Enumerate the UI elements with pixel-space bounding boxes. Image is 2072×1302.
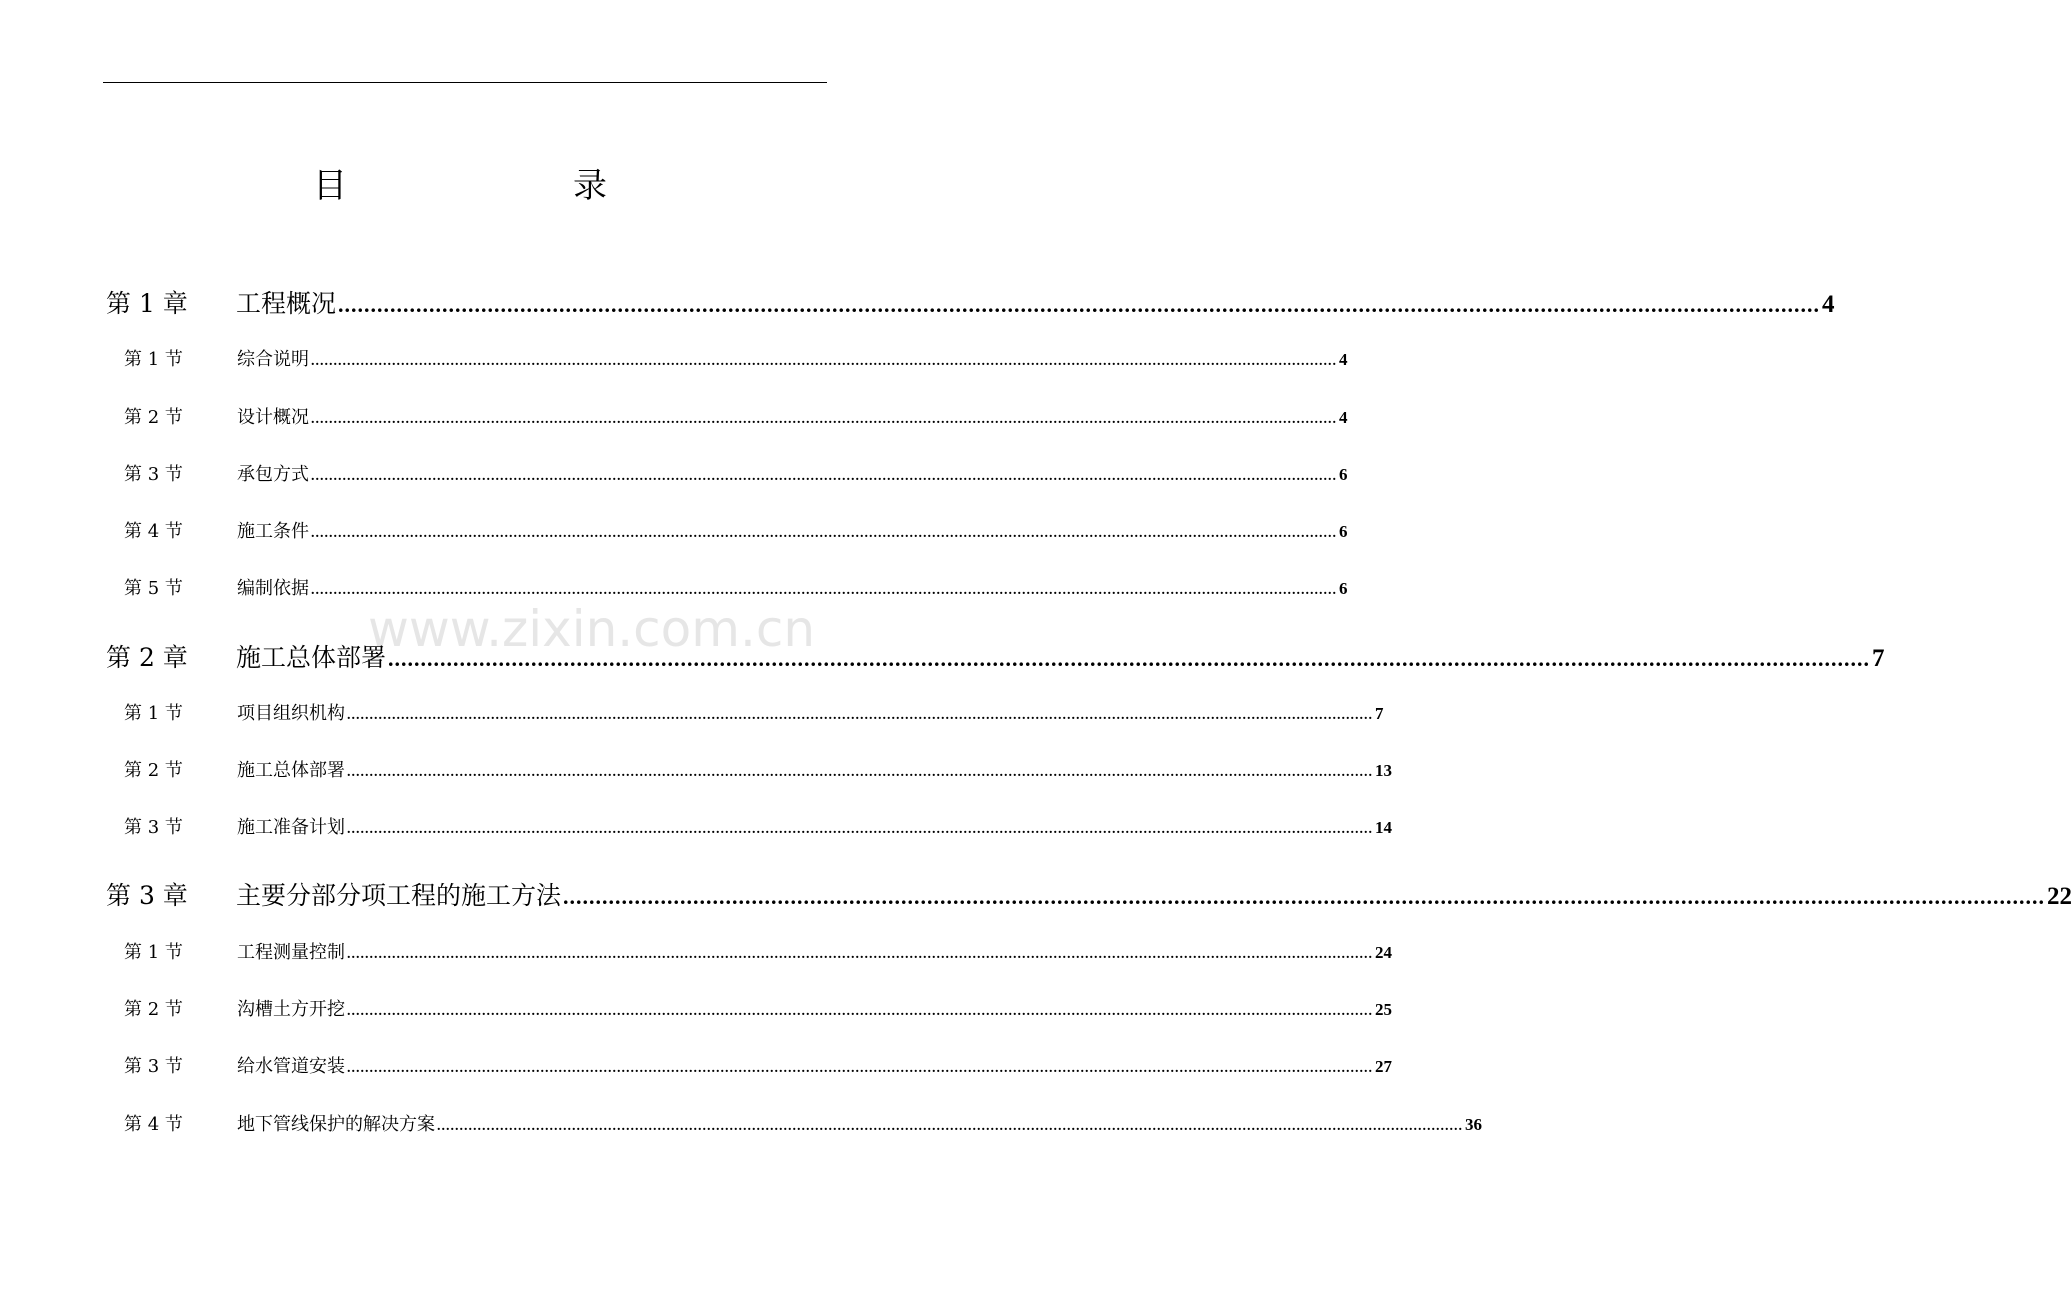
dot-leader: ....................................................................................................................................................................................................................................	[347, 947, 1373, 962]
toc-section-3-1[interactable]	[0, 938, 1392, 978]
dot-leader: ....................................................................................................................................................................................................................................	[437, 1119, 1463, 1134]
section-number: 第 4 节	[124, 1114, 183, 1135]
section-title: 承包方式	[237, 464, 309, 485]
chapter-title: 主要分部分项工程的施工方法	[236, 881, 562, 910]
section-title: 设计概况	[237, 407, 309, 428]
toc-section-1-5[interactable]	[0, 574, 1348, 614]
section-number: 第 1 节	[124, 349, 183, 370]
toc-section-2-1[interactable]	[0, 699, 1384, 739]
section-number: 第 3 节	[124, 464, 183, 485]
dot-leader: ....................................................................................................................................................................................................................................	[311, 583, 1337, 598]
toc-section-3-2[interactable]	[0, 995, 1392, 1035]
toc-title: 目 录	[313, 166, 703, 206]
header-rule	[103, 82, 827, 83]
section-number: 第 4 节	[124, 521, 183, 542]
section-title: 给水管道安装	[237, 1056, 345, 1077]
dot-leader: ....................................................................................................................................................................................................................................	[311, 469, 1337, 484]
dot-leader: ....................................................................................................................................................................................................................................	[347, 822, 1373, 837]
toc-section-2-3[interactable]	[0, 813, 1392, 853]
page-number: 24	[1375, 943, 1392, 962]
dot-leader: ....................................................................................................................................................................................................................................	[347, 765, 1373, 780]
page-number: 4	[1822, 291, 1835, 318]
section-number: 第 3 节	[124, 1056, 183, 1077]
section-title: 施工准备计划	[237, 817, 345, 838]
toc-chapter-1[interactable]	[0, 284, 1835, 324]
chapter-number: 第 2 章	[106, 643, 188, 672]
page-number: 6	[1339, 465, 1348, 484]
toc-section-2-2[interactable]	[0, 756, 1392, 796]
page-number: 25	[1375, 1000, 1392, 1019]
toc-chapter-3[interactable]	[0, 876, 2072, 916]
page-number: 4	[1339, 408, 1348, 427]
toc-section-3-4[interactable]	[0, 1110, 1482, 1150]
chapter-title: 工程概况	[236, 289, 337, 318]
toc-section-1-1[interactable]	[0, 345, 1348, 385]
toc-section-1-3[interactable]	[0, 460, 1348, 500]
chapter-number: 第 3 章	[106, 881, 188, 910]
section-title: 工程测量控制	[237, 942, 345, 963]
section-number: 第 5 节	[124, 578, 183, 599]
dot-leader: ....................................................................................................................................................................................................................................	[347, 1061, 1373, 1076]
section-number: 第 2 节	[124, 999, 183, 1020]
chapter-title: 施工总体部署	[236, 643, 387, 672]
section-number: 第 1 节	[124, 703, 183, 724]
section-number: 第 2 节	[124, 760, 183, 781]
section-number: 第 1 节	[124, 942, 183, 963]
dot-leader: ....................................................................................................................................................................................................................................	[311, 412, 1337, 427]
page-number: 14	[1375, 818, 1392, 837]
section-title: 沟槽土方开挖	[237, 999, 345, 1020]
page-number: 22	[2047, 883, 2072, 910]
watermark: www.zixin.com.cn	[368, 600, 816, 658]
dot-leader: ....................................................................................................................................................................................................................................	[347, 708, 1373, 723]
section-title: 地下管线保护的解决方案	[237, 1114, 435, 1135]
page-number: 7	[1375, 704, 1384, 723]
page-number: 6	[1339, 579, 1348, 598]
dot-leader: ....................................................................................................................................................................................................................................	[388, 646, 1871, 671]
toc-section-3-3[interactable]	[0, 1052, 1392, 1092]
section-title: 项目组织机构	[237, 703, 345, 724]
dot-leader: ....................................................................................................................................................................................................................................	[311, 526, 1337, 541]
page-number: 7	[1872, 645, 1885, 672]
dot-leader: ....................................................................................................................................................................................................................................	[563, 884, 2046, 909]
page-number: 36	[1465, 1115, 1482, 1134]
section-number: 第 2 节	[124, 407, 183, 428]
toc-chapter-2[interactable]	[0, 638, 1885, 678]
toc-section-1-4[interactable]	[0, 517, 1348, 557]
dot-leader: ....................................................................................................................................................................................................................................	[311, 354, 1337, 369]
page-number: 27	[1375, 1057, 1392, 1076]
section-number: 第 3 节	[124, 817, 183, 838]
section-title: 综合说明	[237, 349, 309, 370]
page-number: 13	[1375, 761, 1392, 780]
section-title: 施工总体部署	[237, 760, 345, 781]
toc-section-1-2[interactable]	[0, 403, 1348, 443]
dot-leader: ....................................................................................................................................................................................................................................	[338, 292, 1821, 317]
section-title: 编制依据	[237, 578, 309, 599]
dot-leader: ....................................................................................................................................................................................................................................	[347, 1004, 1373, 1019]
section-title: 施工条件	[237, 521, 309, 542]
page-number: 4	[1339, 350, 1348, 369]
page-number: 6	[1339, 522, 1348, 541]
chapter-number: 第 1 章	[106, 289, 188, 318]
